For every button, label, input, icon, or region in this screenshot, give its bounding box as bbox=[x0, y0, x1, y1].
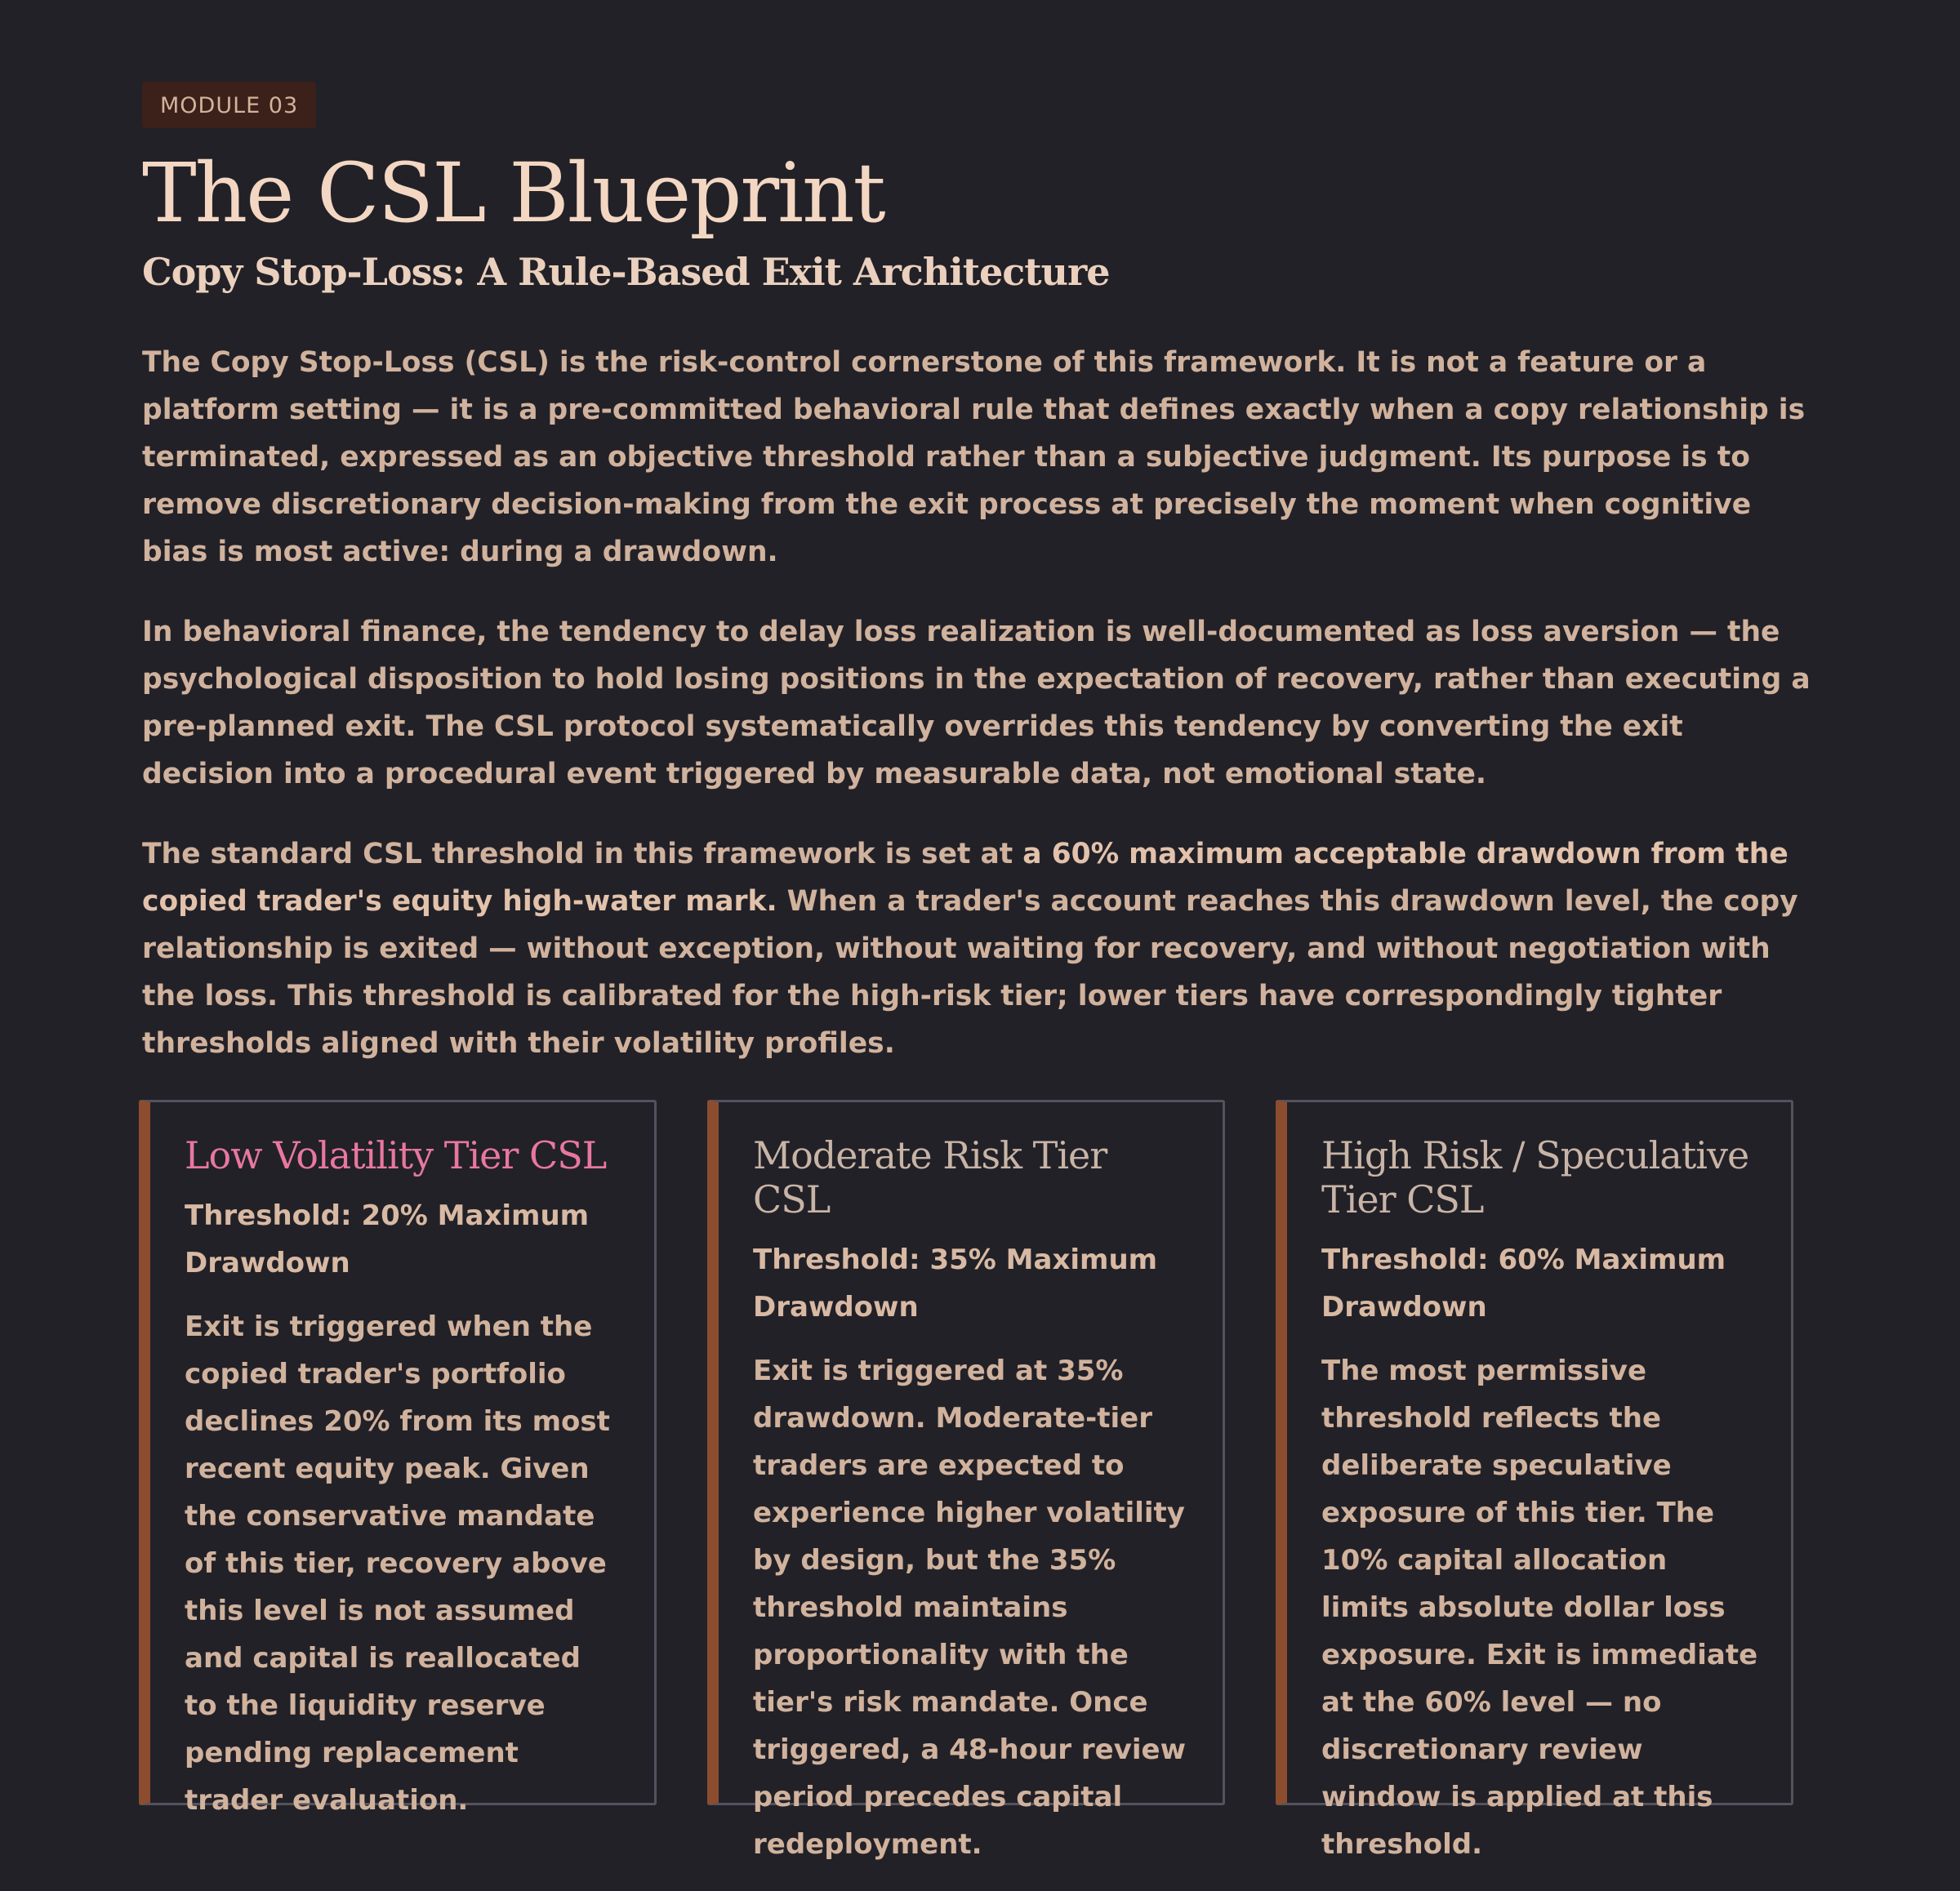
card-high-risk-tier bbox=[1276, 1100, 1793, 1861]
card-title: High Risk / Speculative Tier CSL bbox=[1321, 1133, 1749, 1221]
threshold-paragraph-emphasis: a 60% maximum acceptable drawdown from the copied trader's equity high-water mark. bbox=[142, 838, 1788, 918]
card-threshold: Threshold: 60% Maximum Drawdown bbox=[1321, 1244, 1726, 1324]
tier-cards bbox=[139, 1100, 1818, 1861]
intro-paragraph: The Copy Stop-Loss (CSL) is the risk-control cornerstone of this framework. It is not a feature or a platform setting — it is a pre-committed behavioral rule that defines exactly when a copy relationship is terminated, expressed as an objective threshold rather than a subjective judgment. Its purpose is to remove discretionary decision-making from the exit process at precisely the moment when cognitive bias is most active: during a drawdown. bbox=[142, 346, 1806, 568]
module-badge: MODULE 03 bbox=[142, 82, 316, 128]
card-body: Exit is triggered when the copied trader's portfolio declines 20% from its most recent equity peak. Given the conservative mandate of this tier, recovery above this level is not assumed and capital is reallocated to the liquidity reserve pending replacement trader evaluation. bbox=[185, 1310, 610, 1817]
threshold-paragraph-lead: The standard CSL threshold in this framework is set at bbox=[142, 838, 1023, 870]
page-title: The CSL Blueprint bbox=[142, 145, 884, 241]
card-threshold: Threshold: 35% Maximum Drawdown bbox=[753, 1244, 1158, 1324]
threshold-paragraph bbox=[142, 830, 1818, 1067]
threshold-paragraph-rest: When a trader's account reaches this drawdown level, the copy relationship is exited — without exception, without waiting for recovery, and without negotiation with the loss. This threshold is calibrated for the high-risk tier; lower tiers have correspondingly tighter thresholds aligned with their volatility profiles. bbox=[142, 885, 1798, 1060]
card-title: Moderate Risk Tier CSL bbox=[753, 1133, 1107, 1221]
module-page bbox=[142, 82, 1818, 1067]
card-title: Low Volatility Tier CSL bbox=[185, 1133, 607, 1177]
card-threshold: Threshold: 20% Maximum Drawdown bbox=[185, 1199, 590, 1279]
behavioral-finance-paragraph: In behavioral finance, the tendency to delay loss realization is well-documented as loss aversion — the psychological disposition to hold losing positions in the expectation of recovery, rather than executing a pre-planned exit. The CSL protocol systematically overrides this tendency by converting the exit decision into a procedural event triggered by measurable data, not emotional state. bbox=[142, 616, 1811, 790]
card-moderate-risk-tier bbox=[707, 1100, 1225, 1861]
card-body: Exit is triggered at 35% drawdown. Moderate-tier traders are expected to experience higher volatility by design, but the 35% threshold maintains proportionality with the tier's risk mandate. Once triggered, a 48-hour review period precedes capital redeployment. bbox=[753, 1355, 1187, 1861]
card-body: The most permissive threshold reflects the deliberate speculative exposure of this tier. The 10% capital allocation limits absolute dollar loss exposure. Exit is immediate at the 60% level — no discretionary review window is applied at this threshold. bbox=[1321, 1355, 1758, 1861]
card-low-volatility-tier bbox=[139, 1100, 657, 1817]
page-subtitle: Copy Stop-Loss: A Rule-Based Exit Architecture bbox=[142, 250, 1110, 294]
